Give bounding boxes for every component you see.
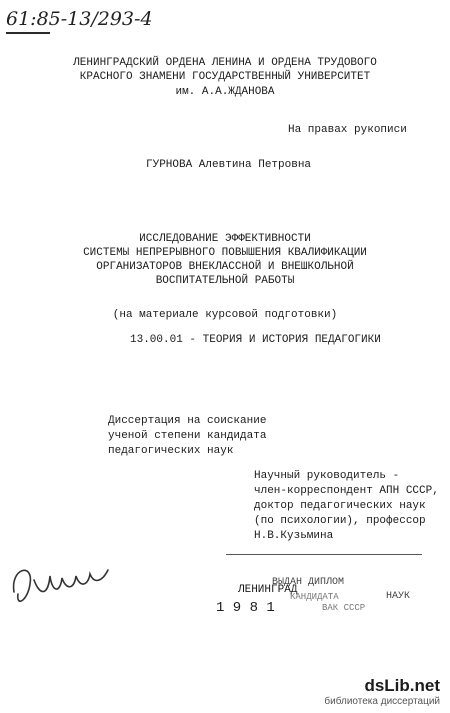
- watermark: [324, 676, 440, 707]
- supervisor-line-4: (по психологии), профессор: [254, 515, 426, 527]
- title-line-1: ИССЛЕДОВАНИЕ ЭФФЕКТИВНОСТИ: [139, 233, 311, 245]
- rights-notice: На правах рукописи: [288, 124, 407, 136]
- author-name: ГУРНОВА Алевтина Петровна: [146, 159, 312, 171]
- supervisor-line-3: доктор педагогических наук: [254, 500, 426, 512]
- specialty-code: 13.00.01 - ТЕОРИЯ И ИСТОРИЯ ПЕДАГОГИКИ: [130, 334, 381, 346]
- university-line-2: КРАСНОГО ЗНАМЕНИ ГОСУДАРСТВЕННЫЙ УНИВЕРСИТЕТ: [79, 71, 371, 83]
- dissertation-line-1: Диссертация на соискание: [108, 415, 267, 427]
- supervisor-line-2: член-корреспондент АПН СССР,: [254, 485, 439, 497]
- watermark-logo: dsLib.net: [364, 676, 440, 695]
- title-line-2: СИСТЕМЫ НЕПРЕРЫВНОГО ПОВЫШЕНИЯ КВАЛИФИКАЦИИ: [83, 247, 367, 259]
- title-line-3: ОРГАНИЗАТОРОВ ВНЕКЛАССНОЙ И ВНЕШКОЛЬНОЙ: [96, 261, 354, 273]
- stamp-line-2: КАНДИДАТА: [290, 592, 339, 602]
- subtitle: (на материале курсовой подготовки): [112, 309, 338, 321]
- supervisor-line-5: Н.В.Кузьмина: [254, 530, 334, 542]
- city: ЛЕНИНГРАД: [238, 584, 298, 596]
- supervisor-line-1: Научный руководитель -: [254, 470, 400, 482]
- catalog-underline: [6, 32, 50, 34]
- stamp-top-rule: [226, 554, 422, 555]
- university-line-3: им. А.А.ЖДАНОВА: [175, 86, 275, 98]
- year: 1 9 8 1: [216, 600, 275, 616]
- watermark-tagline: библиотека диссертаций: [324, 696, 440, 707]
- stamp-line-3: НАУК: [386, 591, 411, 602]
- signature-image: [4, 556, 114, 616]
- stamp-line-4: ВАК СССР: [322, 603, 366, 613]
- university-line-1: ЛЕНИНГРАДСКИЙ ОРДЕНА ЛЕНИНА И ОРДЕНА ТРУДОВОГО: [73, 57, 377, 69]
- title-line-4: ВОСПИТАТЕЛЬНОЙ РАБОТЫ: [155, 275, 295, 287]
- stamp-line-1: ВЫДАН ДИПЛОМ: [272, 577, 345, 588]
- dissertation-line-3: педагогических наук: [108, 445, 234, 457]
- catalog-code: 61:85-13/293-4: [6, 8, 153, 30]
- dissertation-line-2: ученой степени кандидата: [108, 430, 267, 442]
